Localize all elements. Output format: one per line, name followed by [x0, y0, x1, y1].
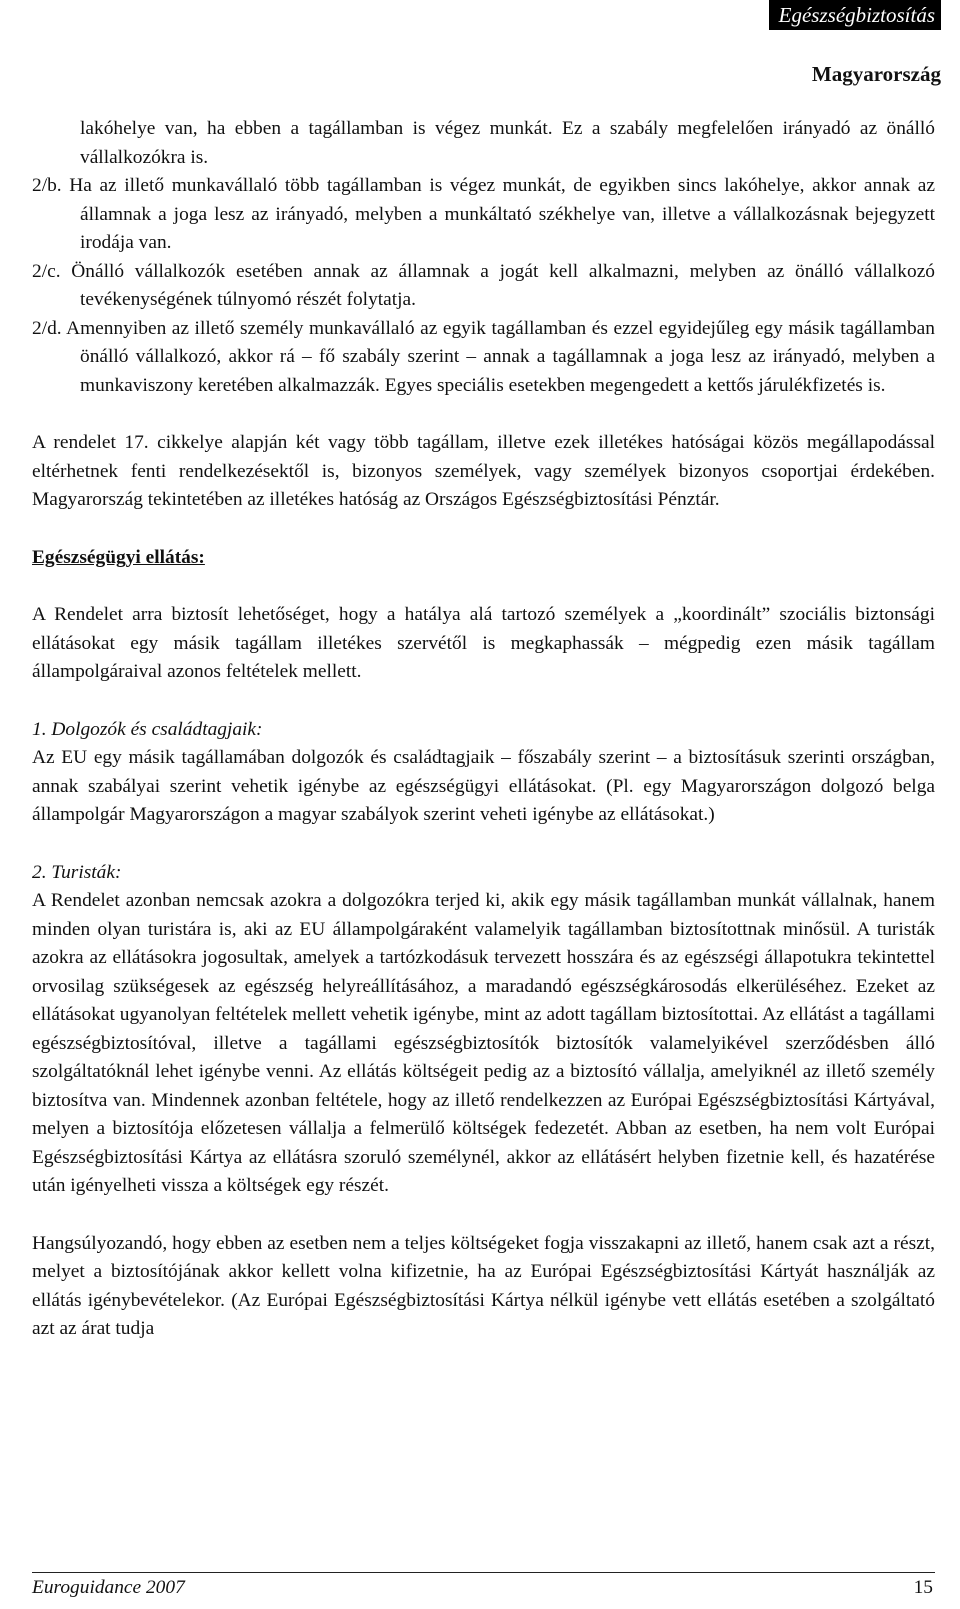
paragraph-workers: Az EU egy másik tagállamában dolgozók és családtagjaik – főszabály szerint – a biztosításuk szerinti országban, annak szabályai szerint vehetik igénybe az egészségügyi ellátásokat. (Pl. egy Magyarországon dolgozó belga állampolgár Magyarországon a magyar szabályok szerint veheti igénybe az ellátásokat.)	[32, 747, 935, 825]
section-tag: Egészségbiztosítás	[769, 0, 941, 30]
document-body	[32, 115, 935, 1344]
page-number: 15	[913, 1577, 933, 1598]
paragraph-2b: 2/b. Ha az illető munkavállaló több tagállamban is végez munkát, de egyikben sincs lakóhelye, akkor annak az államnak a joga lesz az irányadó, melyben a munkáltató székhelye van, illetve a vállalkozásnak bejegyzett irodája van.	[32, 175, 935, 253]
paragraph-continuation: lakóhelye van, ha ebben a tagállamban is végez munkát. Ez a szabály megfelelően irányadó az önálló vállalkozókra is.	[80, 118, 935, 168]
paragraph-rendelet: A rendelet 17. cikkelye alapján két vagy több tagállam, illetve ezek illetékes hatóságai közös megállapodással eltérhetnek fenti rendelkezésektől is, bizonyos személyek, vagy személyek bizonyos csoportjai érdekében. Magyarország tekintetében az illetékes hatóság az Országos Egészségbiztosítási Pénztár.	[32, 432, 935, 510]
footer-divider	[32, 1572, 935, 1573]
paragraph-final: Hangsúlyozandó, hogy ebben az esetben nem a teljes költségeket fogja visszakapni az illető, hanem csak azt a részt, melyet a biztosítójának akkor kellett volna kifizetnie, ha az Európai Egészségbiztosítási Kártyát használják az ellátás igénybevételekor. (Az Európai Egészségbiztosítási Kártya nélkül igénybe vett ellátás esetében a szolgáltató azt az árat tudja	[32, 1232, 935, 1339]
paragraph-intro: A Rendelet arra biztosít lehetőséget, hogy a hatálya alá tartozó személyek a „koordinált” szociális biztonsági ellátásokat egy másik tagállam illetékes szervétől is megkaphassák – mégpedig ezen másik tagállam állampolgáraival azonos feltételek mellett.	[32, 604, 935, 682]
country-header: Magyarország	[811, 62, 941, 86]
subheading-workers: 1. Dolgozók és családtagjaik:	[32, 718, 263, 740]
paragraph-tourists: A Rendelet azonban nemcsak azokra a dolgozókra terjed ki, akik egy másik tagállamban munkát vállalnak, hanem minden olyan turistára is, aki az EU állampolgáraként valamelyik tagállamban biztosítottnak minősül. A turisták azokra az ellátásokra jogosultak, amelyek a tartózkodásuk tervezett hosszára és az egészségi állapotukra tekintettel orvosilag szükségesek az egészség helyreállításához, a maradandó egészségkárosodás elkerüléséhez. Ezeket az ellátásokat ugyanolyan feltételek mellett vehetik igénybe, mint az adott tagállam biztosítottai. Az ellátást a tagállami egészségbiztosítóval, illetve a tagállami egészségbiztosítók biztosítók valamelyikével szerződésben álló szolgáltatóknál lehet igénybe venni. Az ellátás költségeit pedig az a biztosító vállalja, amelyiknél az illető személy biztosítva van. Mindennek azonban feltétele, hogy az illető rendelkezzen az Európai Egészségbiztosítási Kártyával, melyen a biztosítója előzetesen vállalja a felmerülő költségek fedezetét. Abban az esetben, ha nem volt Európai Egészségbiztosítási Kártya az ellátásra szoruló személynél, akkor az ellátásért helyben fizetnie kell, és hazatérése után igényelheti vissza a költségek egy részét.	[32, 890, 935, 1196]
footer-publisher: Euroguidance 2007	[32, 1577, 185, 1598]
paragraph-2d: 2/d. Amennyiben az illető személy munkavállaló az egyik tagállamban és ezzel egyidejűleg egy másik tagállamban önálló vállalkozó, akkor rá – fő szabály szerint – annak a tagállamnak a joga lesz az irányadó, melyben a munkaviszony keretében alkalmazzák. Egyes speciális esetekben megengedett a kettős járulékfizetés is.	[32, 317, 935, 396]
section-heading: Egészségügyi ellátás:	[32, 546, 205, 568]
paragraph-2c: 2/c. Önálló vállalkozók esetében annak az államnak a jogát kell alkalmazni, melyben az önálló vállalkozó tevékenységének túlnyomó részét folytatja.	[32, 260, 935, 310]
subheading-tourists: 2. Turisták:	[32, 861, 122, 883]
